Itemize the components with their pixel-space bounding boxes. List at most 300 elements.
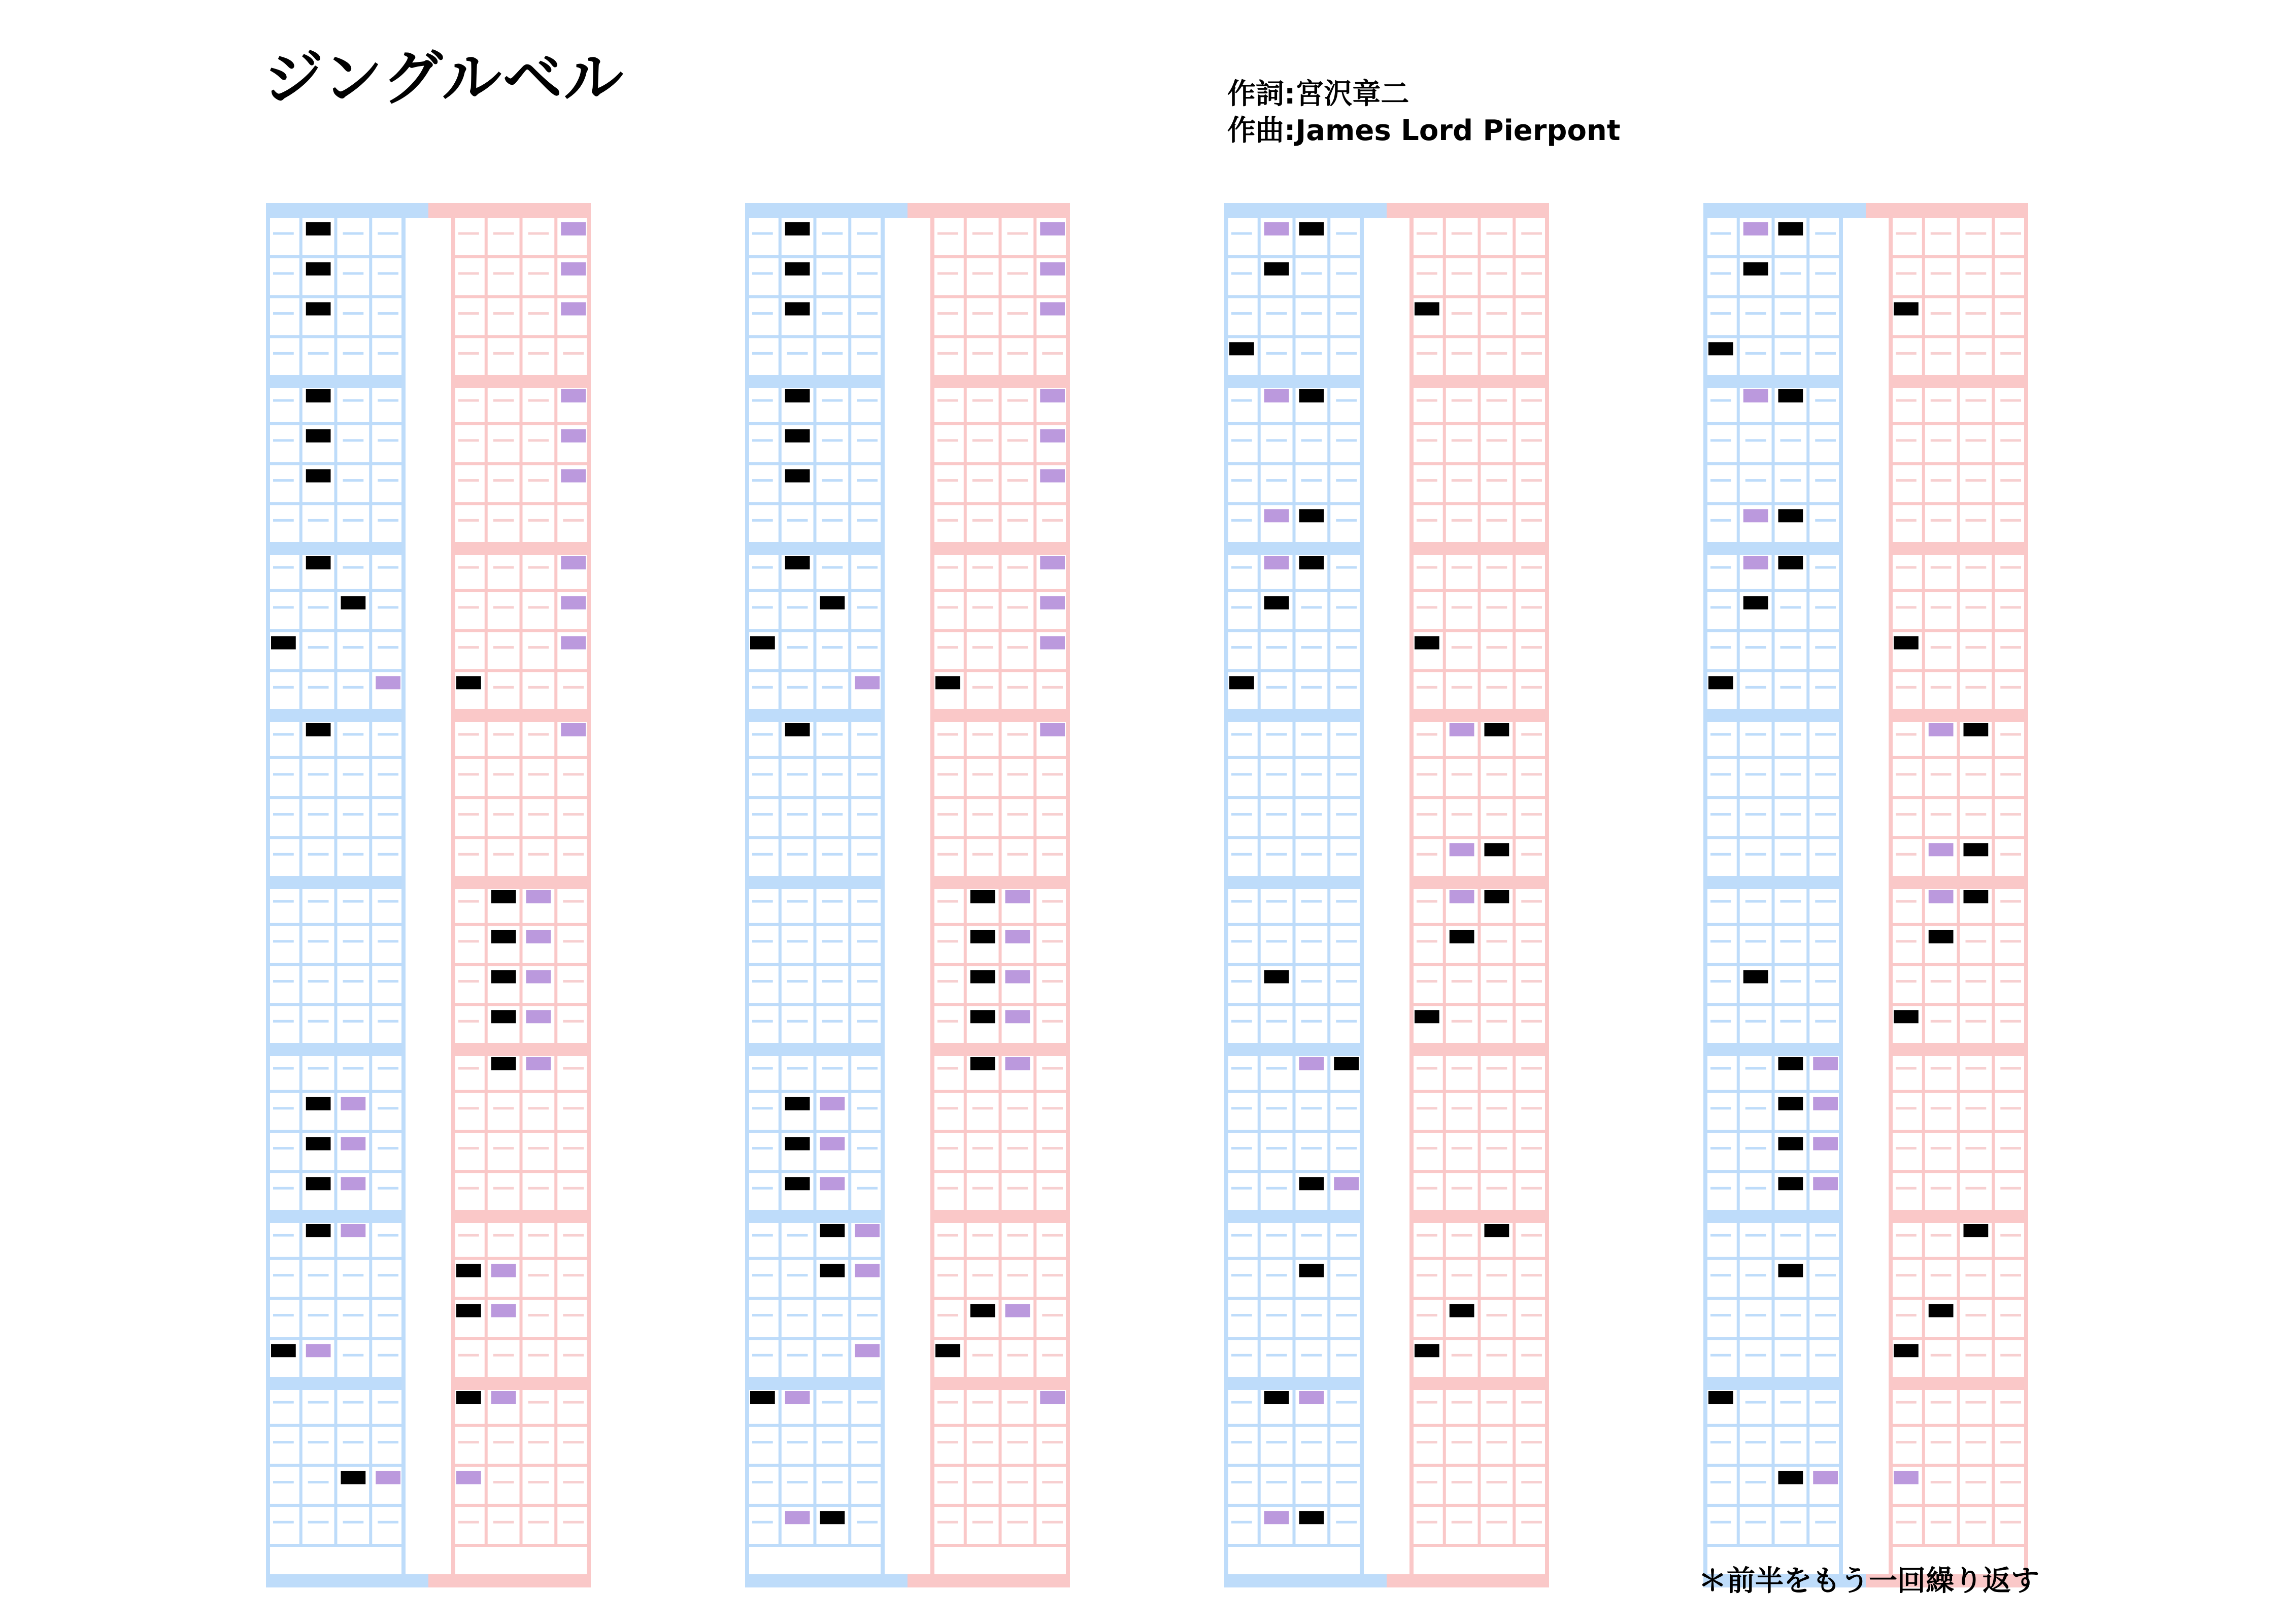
beat-dash <box>458 479 479 482</box>
beat-line <box>1224 629 1364 632</box>
beat-dash <box>2000 1274 2021 1276</box>
beat-dash <box>1896 1401 1917 1404</box>
beat-dash <box>378 980 398 983</box>
note-black <box>785 302 810 316</box>
beat-dash <box>308 853 329 856</box>
beat-dash <box>273 940 294 942</box>
beat-dash <box>343 312 364 315</box>
note-black <box>306 469 331 483</box>
beat-dash <box>752 352 773 355</box>
beat-dash <box>1487 399 1507 402</box>
beat-line <box>1889 335 2028 338</box>
beat-dash <box>308 1401 329 1404</box>
beat-line <box>266 1003 406 1006</box>
beat-dash <box>378 1234 398 1237</box>
note-purple <box>376 1471 400 1484</box>
beat-dash <box>857 1314 878 1316</box>
beat-dash <box>1452 399 1472 402</box>
right-hand-bottom-bar <box>428 1574 591 1587</box>
note-purple <box>785 1391 810 1404</box>
beat-line <box>266 963 406 966</box>
note-purple <box>1743 509 1768 522</box>
beat-dash <box>308 940 329 942</box>
note-black <box>1299 1264 1324 1277</box>
beat-dash <box>1521 479 1542 482</box>
beat-dash <box>458 1354 479 1357</box>
note-black <box>785 1137 810 1151</box>
beat-dash <box>1042 1107 1063 1109</box>
beat-dash <box>1042 519 1063 522</box>
beat-dash <box>857 980 878 983</box>
beat-dash <box>857 1067 878 1070</box>
beat-line <box>1224 1297 1364 1300</box>
beat-dash <box>273 606 294 608</box>
beat-line <box>1409 1297 1549 1300</box>
beat-line <box>1224 1170 1364 1173</box>
beat-dash <box>752 733 773 736</box>
beat-dash <box>458 1521 479 1524</box>
note-black <box>1299 222 1324 235</box>
beat-dash <box>1781 940 1801 942</box>
beat-dash <box>1966 479 1987 482</box>
beat-dash <box>857 1020 878 1023</box>
beat-dash <box>1781 1020 1801 1023</box>
beat-dash <box>2000 1441 2021 1443</box>
beat-dash <box>493 1481 514 1483</box>
beat-dash <box>378 272 398 275</box>
beat-dash <box>1417 1147 1437 1149</box>
beat-dash <box>1336 646 1357 649</box>
beat-dash <box>2000 606 2021 608</box>
beat-dash <box>378 566 398 569</box>
beat-dash <box>1521 352 1542 355</box>
note-black <box>1485 723 1509 736</box>
beat-dash <box>1521 1147 1542 1149</box>
beat-dash <box>308 686 329 689</box>
beat-dash <box>822 1020 843 1023</box>
lyricist-credit: 作詞:宮沢章二 <box>1227 78 1409 111</box>
note-black <box>341 596 366 610</box>
beat-dash <box>972 352 993 355</box>
beat-dash <box>1521 1274 1542 1276</box>
beat-dash <box>857 566 878 569</box>
beat-dash <box>1336 1354 1357 1357</box>
beat-line <box>1409 963 1549 966</box>
beat-line <box>1409 542 1549 545</box>
note-black <box>970 890 995 903</box>
beat-dash <box>1417 940 1437 942</box>
beat-dash <box>2000 980 2021 983</box>
beat-dash <box>1745 1401 1766 1404</box>
note-black <box>1894 302 1919 316</box>
beat-dash <box>1710 1521 1731 1524</box>
note-black <box>306 556 331 569</box>
beat-dash <box>458 1067 479 1070</box>
beat-dash <box>378 1314 398 1316</box>
beat-dash <box>1710 773 1731 775</box>
beat-dash <box>1781 606 1801 608</box>
note-black <box>820 596 845 610</box>
beat-line <box>266 542 406 545</box>
beat-dash <box>458 1020 479 1023</box>
beat-dash <box>1521 519 1542 522</box>
beat-line <box>451 255 591 258</box>
beat-line <box>1409 1130 1549 1133</box>
beat-dash <box>822 813 843 816</box>
beat-dash <box>1781 1314 1801 1316</box>
note-black <box>1778 1057 1803 1070</box>
beat-line <box>1703 1377 1843 1380</box>
beat-dash <box>1745 773 1766 775</box>
note-black <box>1743 596 1768 610</box>
note-purple <box>491 1264 516 1277</box>
beat-dash <box>563 1481 584 1483</box>
beat-line <box>745 422 885 425</box>
beat-line <box>1889 1090 2028 1093</box>
note-black <box>785 429 810 443</box>
beat-dash <box>1487 1481 1507 1483</box>
beat-dash <box>563 1107 584 1109</box>
beat-dash <box>1745 1521 1766 1524</box>
beat-line <box>1703 756 1843 759</box>
beat-dash <box>1336 1020 1357 1023</box>
beat-dash <box>857 773 878 775</box>
beat-dash <box>1231 1401 1252 1404</box>
beat-dash <box>308 813 329 816</box>
beat-dash <box>1966 399 1987 402</box>
beat-dash <box>1781 352 1801 355</box>
beat-dash <box>2000 1020 2021 1023</box>
beat-dash <box>1710 853 1731 856</box>
beat-dash <box>1231 479 1252 482</box>
beat-line <box>1409 1257 1549 1260</box>
beat-dash <box>458 1107 479 1109</box>
beat-dash <box>343 1020 364 1023</box>
beat-line <box>1889 1377 2028 1380</box>
beat-line <box>1409 462 1549 465</box>
beat-dash <box>1301 773 1322 775</box>
beat-dash <box>528 439 549 442</box>
beat-dash <box>308 900 329 903</box>
left-hand-measure-4 <box>745 712 885 879</box>
beat-dash <box>1710 566 1731 569</box>
beat-line <box>1889 1297 2028 1300</box>
note-black <box>1229 342 1254 355</box>
beat-dash <box>1710 1234 1731 1237</box>
note-purple <box>820 1137 845 1151</box>
beat-dash <box>1231 232 1252 235</box>
beat-dash <box>1266 646 1287 649</box>
beat-dash <box>787 813 808 816</box>
beat-dash <box>1007 1441 1028 1443</box>
beat-dash <box>1417 813 1437 816</box>
beat-dash <box>1336 733 1357 736</box>
beat-line <box>451 1377 591 1380</box>
beat-dash <box>822 1067 843 1070</box>
beat-dash <box>458 773 479 775</box>
beat-dash <box>857 1187 878 1190</box>
beat-dash <box>1815 1441 1836 1443</box>
beat-line <box>1224 1464 1364 1467</box>
beat-dash <box>1452 232 1472 235</box>
beat-line <box>1889 1424 2028 1427</box>
beat-dash <box>1266 940 1287 942</box>
beat-dash <box>378 606 398 608</box>
beat-dash <box>343 813 364 816</box>
note-black <box>306 1137 331 1151</box>
beat-dash <box>2000 1067 2021 1070</box>
note-black <box>1743 970 1768 984</box>
beat-dash <box>752 232 773 235</box>
beat-dash <box>1266 1354 1287 1357</box>
beat-dash <box>1815 900 1836 903</box>
beat-line <box>1224 375 1364 378</box>
beat-line <box>745 1377 885 1380</box>
beat-dash <box>493 519 514 522</box>
note-black <box>1894 1010 1919 1023</box>
beat-dash <box>1231 566 1252 569</box>
beat-dash <box>1042 1441 1063 1443</box>
beat-dash <box>343 1521 364 1524</box>
beat-dash <box>1966 1481 1987 1483</box>
beat-dash <box>343 352 364 355</box>
beat-line <box>1703 1210 1843 1213</box>
beat-dash <box>937 1067 958 1070</box>
beat-dash <box>1007 352 1028 355</box>
beat-dash <box>493 646 514 649</box>
beat-line <box>930 1257 1070 1260</box>
note-black <box>1299 1177 1324 1190</box>
beat-dash <box>528 1481 549 1483</box>
beat-dash <box>1710 1354 1731 1357</box>
beat-line <box>266 1090 406 1093</box>
beat-dash <box>787 1481 808 1483</box>
beat-dash <box>458 399 479 402</box>
beat-line <box>1889 1170 2028 1173</box>
beat-dash <box>752 439 773 442</box>
beat-dash <box>2000 566 2021 569</box>
beat-dash <box>857 519 878 522</box>
beat-dash <box>493 479 514 482</box>
beat-line <box>266 629 406 632</box>
note-black <box>1778 1177 1803 1190</box>
note-purple <box>855 1264 880 1277</box>
beat-dash <box>1452 1067 1472 1070</box>
beat-dash <box>528 1354 549 1357</box>
beat-dash <box>563 352 584 355</box>
beat-line <box>1409 1544 1549 1547</box>
beat-dash <box>1815 439 1836 442</box>
beat-dash <box>563 1441 584 1443</box>
beat-dash <box>1931 1020 1952 1023</box>
beat-dash <box>1896 352 1917 355</box>
beat-dash <box>1301 853 1322 856</box>
beat-line <box>1224 589 1364 592</box>
note-purple <box>561 636 586 650</box>
beat-line <box>930 1337 1070 1340</box>
beat-line <box>1409 335 1549 338</box>
beat-dash <box>857 1521 878 1524</box>
beat-dash <box>1487 1441 1507 1443</box>
beat-dash <box>822 352 843 355</box>
note-purple <box>1264 389 1289 402</box>
beat-line <box>1703 629 1843 632</box>
beat-line <box>1703 1424 1843 1427</box>
beat-dash <box>1417 1481 1437 1483</box>
beat-line <box>266 876 406 879</box>
beat-line <box>745 1090 885 1093</box>
beat-dash <box>937 1020 958 1023</box>
note-black <box>1778 556 1803 569</box>
beat-dash <box>1896 686 1917 689</box>
note-black <box>1964 1224 1989 1237</box>
beat-line <box>1703 1043 1843 1046</box>
beat-dash <box>343 439 364 442</box>
beat-dash <box>1336 606 1357 608</box>
beat-dash <box>1781 686 1801 689</box>
beat-line <box>930 1130 1070 1133</box>
beat-dash <box>378 733 398 736</box>
beat-dash <box>1745 1441 1766 1443</box>
note-purple <box>1299 1057 1324 1070</box>
beat-dash <box>1452 519 1472 522</box>
beat-dash <box>822 686 843 689</box>
beat-dash <box>1710 1067 1731 1070</box>
beat-line <box>1409 756 1549 759</box>
beat-dash <box>273 519 294 522</box>
beat-dash <box>1896 1147 1917 1149</box>
beat-dash <box>1007 646 1028 649</box>
beat-dash <box>493 813 514 816</box>
beat-dash <box>1301 1314 1322 1316</box>
beat-dash <box>2000 900 2021 903</box>
beat-dash <box>972 1401 993 1404</box>
beat-line <box>266 1544 406 1547</box>
beat-dash <box>1231 853 1252 856</box>
note-black <box>1264 970 1289 984</box>
beat-line <box>930 876 1070 879</box>
beat-dash <box>857 312 878 315</box>
beat-line <box>266 1210 406 1213</box>
beat-dash <box>1896 479 1917 482</box>
beat-line <box>1224 669 1364 672</box>
beat-dash <box>1781 646 1801 649</box>
beat-line <box>1409 295 1549 298</box>
beat-line <box>1224 756 1364 759</box>
beat-dash <box>1042 1354 1063 1357</box>
note-black <box>306 1097 331 1110</box>
beat-dash <box>1521 272 1542 275</box>
beat-dash <box>1417 1234 1437 1237</box>
beat-dash <box>273 773 294 775</box>
beat-dash <box>343 1401 364 1404</box>
note-purple <box>1813 1471 1838 1484</box>
beat-dash <box>1966 1187 1987 1190</box>
beat-dash <box>1266 352 1287 355</box>
beat-line <box>451 542 591 545</box>
beat-dash <box>972 1481 993 1483</box>
note-purple <box>1040 389 1065 402</box>
beat-dash <box>752 980 773 983</box>
beat-dash <box>1336 813 1357 816</box>
beat-dash <box>1452 1234 1472 1237</box>
beat-dash <box>1301 352 1322 355</box>
beat-dash <box>1521 606 1542 608</box>
beat-line <box>1409 1337 1549 1340</box>
left-hand-measure-8 <box>745 1380 885 1547</box>
beat-dash <box>1231 940 1252 942</box>
beat-dash <box>273 686 294 689</box>
note-black <box>935 676 960 689</box>
beat-dash <box>1966 1521 1987 1524</box>
beat-dash <box>1815 1521 1836 1524</box>
note-purple <box>1040 302 1065 316</box>
beat-dash <box>1042 1274 1063 1276</box>
beat-line <box>1703 542 1843 545</box>
beat-dash <box>343 1354 364 1357</box>
beat-dash <box>752 479 773 482</box>
beat-dash <box>308 519 329 522</box>
beat-line <box>451 1090 591 1093</box>
beat-dash <box>308 1314 329 1316</box>
note-purple <box>1264 556 1289 569</box>
beat-dash <box>787 1234 808 1237</box>
right-hand-measure-2 <box>451 378 591 545</box>
beat-dash <box>378 813 398 816</box>
beat-line <box>1224 502 1364 505</box>
beat-dash <box>787 1020 808 1023</box>
beat-dash <box>1710 1274 1731 1276</box>
note-purple <box>526 1057 551 1070</box>
beat-line <box>1703 1297 1843 1300</box>
beat-dash <box>857 646 878 649</box>
note-purple <box>561 723 586 736</box>
note-purple <box>1005 1057 1030 1070</box>
beat-line <box>1409 375 1549 378</box>
beat-line <box>930 923 1070 926</box>
beat-dash <box>1521 1481 1542 1483</box>
beat-dash <box>787 980 808 983</box>
beat-dash <box>528 1441 549 1443</box>
beat-dash <box>528 1314 549 1316</box>
beat-dash <box>1042 686 1063 689</box>
beat-line <box>1409 502 1549 505</box>
beat-dash <box>1781 1234 1801 1237</box>
beat-dash <box>343 566 364 569</box>
note-purple <box>1040 723 1065 736</box>
beat-dash <box>1336 980 1357 983</box>
note-purple <box>561 469 586 483</box>
beat-dash <box>273 1401 294 1404</box>
beat-dash <box>1266 1187 1287 1190</box>
beat-dash <box>458 606 479 608</box>
beat-dash <box>752 1441 773 1443</box>
beat-dash <box>493 352 514 355</box>
beat-dash <box>1266 1067 1287 1070</box>
beat-dash <box>1931 1481 1952 1483</box>
beat-line <box>1889 669 2028 672</box>
beat-dash <box>528 606 549 608</box>
beat-dash <box>1815 1354 1836 1357</box>
beat-line <box>1224 1337 1364 1340</box>
beat-dash <box>1931 606 1952 608</box>
beat-dash <box>493 312 514 315</box>
beat-dash <box>937 980 958 983</box>
note-black <box>1299 509 1324 522</box>
note-purple <box>526 970 551 984</box>
beat-dash <box>1336 1401 1357 1404</box>
beat-line <box>930 756 1070 759</box>
